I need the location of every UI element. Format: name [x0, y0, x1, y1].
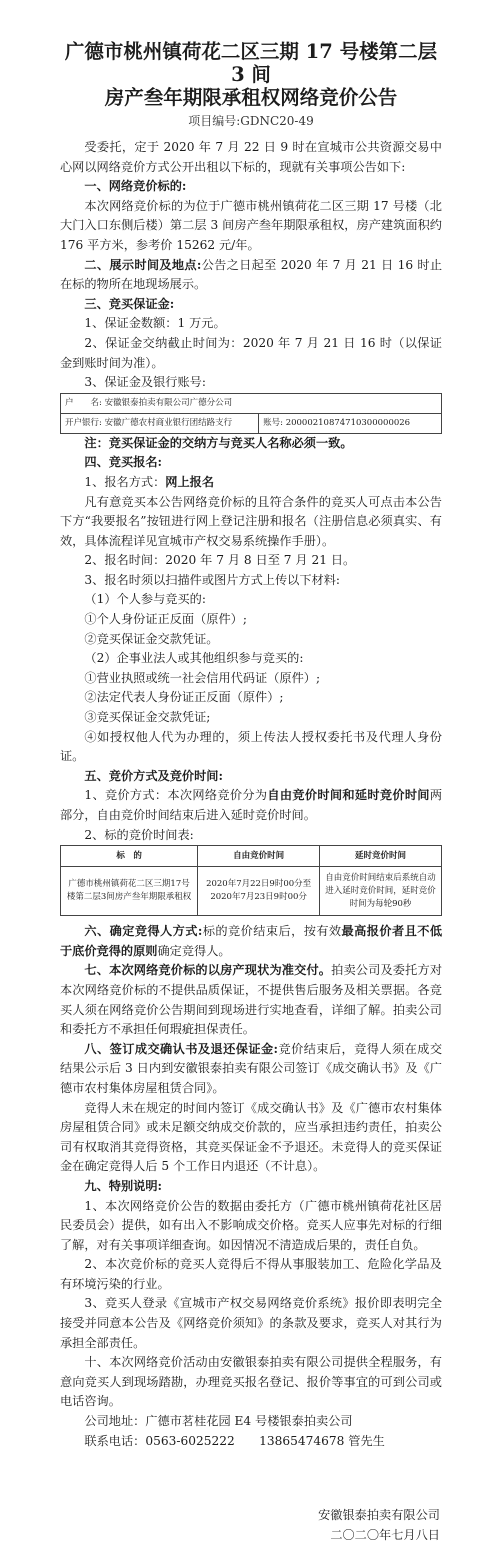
section-2 — [60, 256, 442, 295]
section-3-item-3: 3、保证金及银行账号: — [84, 375, 206, 390]
bank-branch-label: 开户银行: — [65, 417, 102, 428]
section-5-p1-a: 1、竞价方式：本次网络竞价分为 — [84, 788, 268, 803]
bid-schedule-table — [60, 845, 442, 916]
section-4-method — [60, 473, 442, 493]
bank-branch-value: 安徽广德农村商业银行团结路支行 — [104, 417, 233, 428]
section-4-heading: 四、竞买报名: — [84, 455, 163, 470]
section-8 — [60, 1040, 442, 1099]
section-7 — [60, 961, 442, 1039]
section-6 — [60, 922, 442, 961]
bank-account-value: 20000210874710300000026 — [285, 417, 411, 428]
bid-header-free: 自由竞价时间 — [198, 846, 320, 867]
section-7-body: 拍卖公司及委托方对本次网络竞价标的不提供品质保证，不提供售后服务及相关票据。各竞买人须在网络竞价公告期间到现场进行实地查看，详细了解。拍卖公司和委托方不承担任何瑕疵担保责任。 — [60, 963, 443, 1037]
bid-cell-target: 广德市桃州镇荷花二区三期17号楼第二层3间房产叁年期限承租权 — [61, 867, 198, 916]
section-9-p1: 1、本次网络竞价公告的数据由委托方（广德市桃州镇荷花社区居民委员会）提供，如有出入不影响成交价格。竞买人应事先对标的行细了解，对有关事项详细查询。如因情况不清造成后果的，责任自负。 — [60, 1198, 442, 1252]
section-4-group-1: （1）个人参与竞买的: — [84, 592, 206, 607]
intro-paragraph: 受委托，定于 2020 年 7 月 22 日 9 时在宣城市公共资源交易中心网以网络竞价方式公开出租以下标的，现就有关事项公告如下: — [60, 140, 442, 174]
bank-account-label: 账号: — [263, 417, 283, 428]
bank-account-table — [60, 393, 442, 434]
bid-header-target: 标 的 — [61, 846, 198, 867]
section-4-group-2c: ③竞买保证金交款凭证; — [84, 710, 211, 725]
bank-holder-row — [61, 393, 442, 413]
section-8-body: 竞价结束后，竞得人须在成交结果公示后 3 日内到安徽银泰拍卖有限公司签订《成交确认书》及《广德市农村集体房屋租赁合同》。 — [60, 1041, 443, 1095]
section-1-heading: 一、网络竞价标的: — [84, 179, 187, 194]
section-2-heading: 二、展示时间及地点: — [84, 257, 202, 272]
section-1-body: 本次网络竞价标的为位于广德市桃州镇荷花二区三期 17 号楼（北大门入口东侧后楼）第二层 3 间房产叁年期限承租权，房产建筑面积约 176 平方米，参考价 15262 元/年。 — [60, 198, 442, 252]
section-2-body: 公告之日起至 2020 年 7 月 21 日 16 时止在标的物所在地现场展示。 — [60, 257, 443, 292]
section-4-p3: 3、报名时须以扫描件或图片方式上传以下材料: — [84, 572, 341, 587]
bank-holder-value: 安徽银泰拍卖有限公司广德分公司 — [104, 397, 233, 408]
bid-cell-free: 2020年7月22日9时00分至2020年7月23日9时00分 — [198, 867, 320, 916]
title-line-1: 广德市桃州镇荷花二区三期 17 号楼第二层 3 间 — [64, 40, 438, 86]
signature-date: 二〇二〇年七月八日 — [330, 1528, 440, 1543]
section-3-item-2: 2、保证金交纳截止时间为：2020 年 7 月 21 日 16 时（以保证金到账时间为准）。 — [60, 335, 442, 370]
section-8-p2: 竞得人未在规定的时间内签订《成交确认书》及《广德市农村集体房屋租赁合同》或未足额交纳成交价款的，应当承担违约责任，拍卖公司有权取消其竞得资格，其竞买保证金不予退还。未竞得人的竞买保证金在确定竞得人后 5 个工作日内退还（不计息）。 — [60, 1100, 442, 1174]
section-4-group-2a: ①营业执照或统一社会信用代码证（原件）; — [84, 670, 321, 685]
section-4-p2: 2、报名时间：2020 年 7 月 8 日至 7 月 21 日。 — [84, 553, 356, 568]
section-6-heading: 六、确定竞得人方式: — [84, 924, 203, 939]
table-row — [61, 867, 442, 916]
section-8-heading: 八、签订成交确认书及退还保证金: — [84, 1041, 279, 1056]
bank-account-cell — [259, 413, 442, 433]
section-4-p1: 凡有意竞买本公告网络竞价标的且符合条件的竞买人可点击本公告下方“我要报名”按钮进行网上登记注册和报名（注册信息必须真实、有效，具体流程详见宣城市产权交易系统操作手册）。 — [60, 494, 442, 548]
section-6-b: 最高报价者且不低于底价竞得的原则 — [60, 924, 443, 958]
section-6-c: 确定竞得人。 — [157, 943, 231, 958]
section-4-group-1b: ②竞买保证金交款凭证。 — [84, 631, 219, 646]
method-lead: 1、报名方式： — [84, 474, 166, 489]
section-3-item-1: 1、保证金数额：1 万元。 — [84, 316, 226, 331]
section-6-a: 标的竞价结束后，按有效 — [202, 924, 342, 939]
section-4-group-2d: ④如授权他人代为办理的，须上传法人授权委托书及代理人身份证。 — [60, 729, 442, 764]
title-line-2: 房产叁年期限承租权网络竞价公告 — [104, 86, 398, 109]
section-9-p2: 2、本次竞价标的竞买人竞得后不得从事服装加工、危险化学品及有环境污染的行业。 — [60, 1257, 442, 1291]
bank-holder-label: 户 名: — [65, 397, 102, 408]
section-4-group-1a: ①个人身份证正反面（原件）; — [84, 612, 247, 627]
section-7-heading: 七、本次网络竞价标的以房产现状为准交付。 — [84, 963, 332, 978]
section-9-heading: 九、特别说明: — [84, 1178, 163, 1193]
contact-phone: 联系电话：0563-6025222 13865474678 管先生 — [84, 1433, 385, 1448]
section-5-p1 — [60, 786, 442, 825]
method-value: 网上报名 — [165, 474, 215, 489]
section-5-heading: 五、竞价方式及竞价时间: — [84, 768, 223, 783]
deposit-note: 注：竞买保证金的交纳方与竞买人名称必须一致。 — [84, 435, 353, 450]
section-3-heading: 三、竞买保证金: — [84, 296, 175, 311]
project-number: 项目编号:GDNC20-49 — [188, 114, 314, 128]
bid-cell-delay: 自由竞价时间结束后系统自动进入延时竞价时间，延时竞价时间为每轮90秒 — [320, 867, 442, 916]
section-10: 十、本次网络竞价活动由安徽银泰拍卖有限公司提供全程服务，有意向竞买人到现场踏勘，办理竞买报名登记、报价等事宜的可到公司或电话咨询。 — [60, 1355, 442, 1409]
section-4-group-2: （2）企事业法人或其他组织参与竞买的: — [84, 651, 304, 666]
bid-header-delay: 延时竞价时间 — [320, 846, 442, 867]
section-5-p1-c: 两部分，自由竞价时间结束后进入延时竞价时间。 — [60, 788, 442, 822]
section-5-p1-b: 自由竞价时间和延时竞价时间 — [267, 788, 430, 803]
contact-address: 公司地址：广德市茗桂花园 E4 号楼银泰拍卖公司 — [84, 1414, 353, 1429]
bank-branch-cell — [61, 413, 259, 433]
section-4-group-2b: ②法定代表人身份证正反面（原件）; — [84, 690, 284, 705]
section-9-p3: 3、竞买人登录《宣城市产权交易网络竞价系统》报价即表明完全接受并同意本公告及《网络竞价须知》的条款及要求，竞买人对其行为承担全部责任。 — [60, 1296, 442, 1350]
section-5-p2: 2、标的竞价时间表: — [84, 827, 194, 842]
signature-company: 安徽银泰拍卖有限公司 — [318, 1508, 440, 1523]
